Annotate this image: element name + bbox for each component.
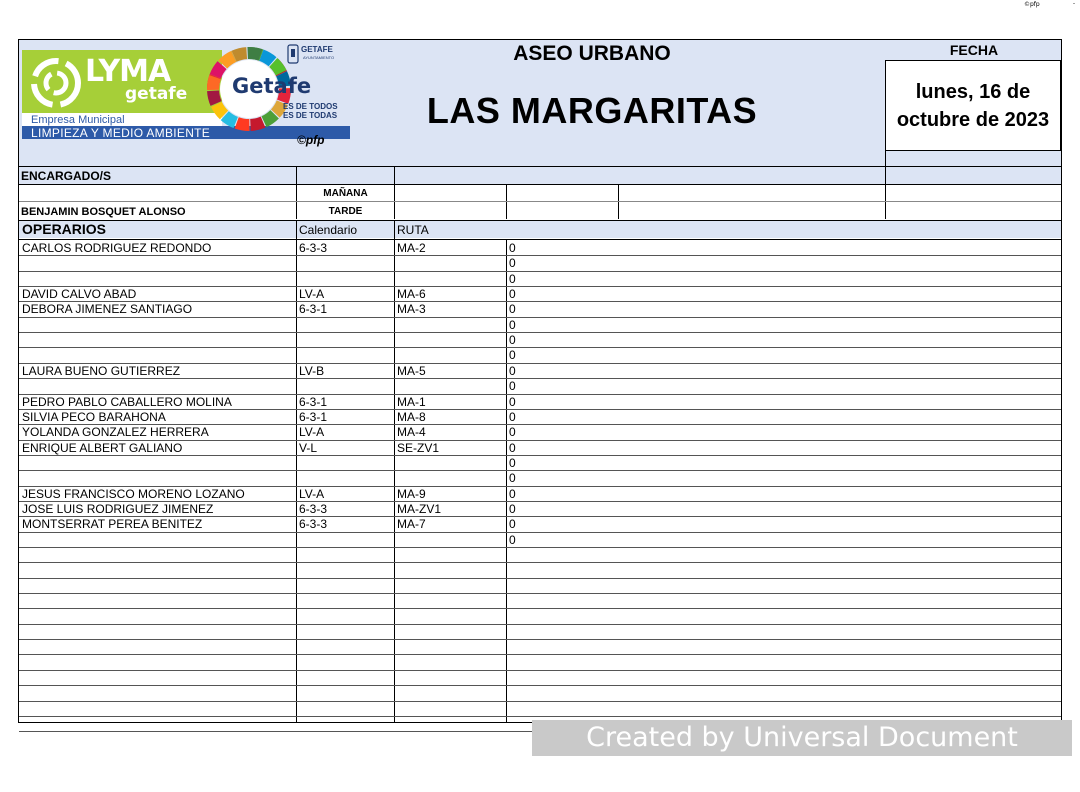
header-separator	[885, 151, 886, 166]
page-mark: ©pfp	[1024, 1, 1040, 8]
logo-crest-sub: AYUNTAMIENTO	[303, 55, 335, 60]
operarios-label: OPERARIOS	[22, 221, 107, 237]
operario-ruta: MA-3	[397, 302, 426, 316]
row-line	[19, 532, 1061, 533]
row-line	[19, 562, 1061, 563]
logo-empresa: Empresa Municipal	[31, 114, 125, 126]
row-line	[19, 347, 1061, 348]
lyma-swirl-icon	[28, 56, 84, 110]
operario-ruta: MA-6	[397, 287, 426, 301]
operario-value: 0	[509, 471, 516, 485]
operario-value: 0	[509, 533, 516, 547]
operario-ruta: MA-ZV1	[397, 502, 442, 516]
operario-value: 0	[509, 272, 516, 286]
operario-calendario: LV-A	[299, 425, 325, 439]
logo-slogan-2: ES DE TODAS	[283, 111, 338, 120]
row-line	[19, 670, 1061, 671]
operario-value: 0	[509, 502, 516, 516]
operarios-bar	[19, 221, 1061, 238]
row-line	[19, 701, 1061, 702]
row-line	[19, 332, 1061, 333]
logo-crest-text: GETAFE	[301, 45, 333, 54]
fecha-box	[885, 60, 1061, 151]
page-dash: -	[1073, 1, 1075, 7]
operario-value: 0	[509, 379, 516, 393]
operario-value: 0	[509, 364, 516, 378]
row-line	[19, 255, 1061, 256]
operario-ruta: MA-1	[397, 395, 426, 409]
operario-name: PEDRO PABLO CABALLERO MOLINA	[22, 395, 232, 409]
enc-vline-3	[506, 185, 507, 219]
operario-value: 0	[509, 441, 516, 455]
op-vline-2	[394, 221, 395, 723]
row-line	[19, 470, 1061, 471]
operario-ruta: SE-ZV1	[397, 441, 440, 455]
manana-label: MAÑANA	[323, 188, 368, 199]
logo-brand: LYMA	[85, 54, 171, 89]
row-line	[19, 716, 1061, 717]
operario-value: 0	[509, 302, 516, 316]
enc-vline-2	[394, 167, 395, 219]
row-line	[19, 608, 1061, 609]
fecha-value: lunes, 16 de octubre de 2023	[896, 80, 1050, 131]
operario-name: DEBORA JIMENEZ SANTIAGO	[22, 302, 193, 316]
encargado-name: BENJAMIN BOSQUET ALONSO	[21, 206, 186, 218]
enc-vline-5	[885, 167, 886, 219]
operario-value: 0	[509, 456, 516, 470]
operario-name: LAURA BUENO GUTIERREZ	[22, 364, 181, 378]
operario-value: 0	[509, 256, 516, 270]
operario-calendario: 6-3-3	[299, 502, 328, 516]
ruta-header: RUTA	[397, 223, 429, 237]
enc-vline-4	[618, 185, 619, 219]
schedule-sheet	[18, 39, 1062, 723]
operario-ruta: MA-9	[397, 487, 426, 501]
operario-value: 0	[509, 425, 516, 439]
row-line	[19, 624, 1061, 625]
operarios-header-line	[19, 239, 1061, 240]
fecha-label: FECHA	[949, 42, 999, 58]
operario-name: YOLANDA GONZALEZ HERRERA	[22, 425, 209, 439]
op-vline-1	[296, 221, 297, 723]
row-line	[19, 317, 1061, 318]
operario-value: 0	[509, 287, 516, 301]
enc-mid-line	[19, 201, 1061, 202]
row-line	[19, 639, 1061, 640]
operario-ruta: MA-5	[397, 364, 426, 378]
operario-ruta: MA-4	[397, 425, 426, 439]
row-line	[19, 286, 1061, 287]
operario-calendario: 6-3-1	[299, 410, 328, 424]
operario-calendario: V-L	[299, 441, 318, 455]
row-line	[19, 685, 1061, 686]
sheet-header	[19, 40, 1061, 167]
operario-ruta: MA-8	[397, 410, 426, 424]
encargados-line	[19, 184, 1061, 185]
section-title: ASEO URBANO	[513, 42, 671, 65]
operario-value: 0	[509, 241, 516, 255]
encargados-bar	[19, 167, 1061, 184]
logo-brand-sub: getafe	[125, 84, 188, 104]
row-line	[19, 409, 1061, 410]
logo-slogan-1: ES DE TODOS	[283, 102, 338, 111]
operario-calendario: LV-B	[299, 364, 325, 378]
operario-calendario: 6-3-1	[299, 302, 328, 316]
row-line	[19, 378, 1061, 379]
operario-value: 0	[509, 348, 516, 362]
operario-value: 0	[509, 333, 516, 347]
operario-name: JOSE LUIS RODRIGUEZ JIMENEZ	[22, 502, 214, 516]
op-vline-3	[506, 240, 507, 723]
operario-value: 0	[509, 517, 516, 531]
operario-calendario: 6-3-3	[299, 241, 328, 255]
operario-value: 0	[509, 410, 516, 424]
operario-calendario: 6-3-1	[299, 395, 328, 409]
watermark: Created by Universal Document Converter	[532, 720, 1072, 756]
operario-name: DAVID CALVO ABAD	[22, 287, 137, 301]
operario-value: 0	[509, 318, 516, 332]
operario-value: 0	[509, 395, 516, 409]
operario-name: SILVIA PECO BARAHONA	[22, 410, 166, 424]
tarde-label: TARDE	[328, 206, 363, 217]
operario-ruta: MA-7	[397, 517, 426, 531]
logo-credit: ©pfp	[297, 133, 325, 147]
logo-city: Getafe	[232, 74, 312, 98]
row-line	[19, 593, 1061, 594]
row-line	[19, 654, 1061, 655]
row-line	[19, 271, 1061, 272]
page-title: LAS MARGARITAS	[426, 90, 758, 131]
encargados-label: ENCARGADO/S	[21, 169, 112, 183]
operario-ruta: MA-2	[397, 241, 426, 255]
operario-value: 0	[509, 487, 516, 501]
calendario-header: Calendario	[299, 223, 358, 237]
operario-name: JESUS FRANCISCO MORENO LOZANO	[22, 487, 245, 501]
operario-name: CARLOS RODRIGUEZ REDONDO	[22, 241, 212, 255]
row-line	[19, 578, 1061, 579]
operario-calendario: LV-A	[299, 487, 325, 501]
crest-icon	[287, 43, 299, 65]
logo-department: LIMPIEZA Y MEDIO AMBIENTE	[31, 126, 211, 140]
row-line	[19, 455, 1061, 456]
operario-name: ENRIQUE ALBERT GALIANO	[22, 441, 183, 455]
row-line	[19, 547, 1061, 548]
operario-calendario: 6-3-3	[299, 517, 328, 531]
operario-name: MONTSERRAT PEREA BENITEZ	[22, 517, 203, 531]
operario-calendario: LV-A	[299, 287, 325, 301]
